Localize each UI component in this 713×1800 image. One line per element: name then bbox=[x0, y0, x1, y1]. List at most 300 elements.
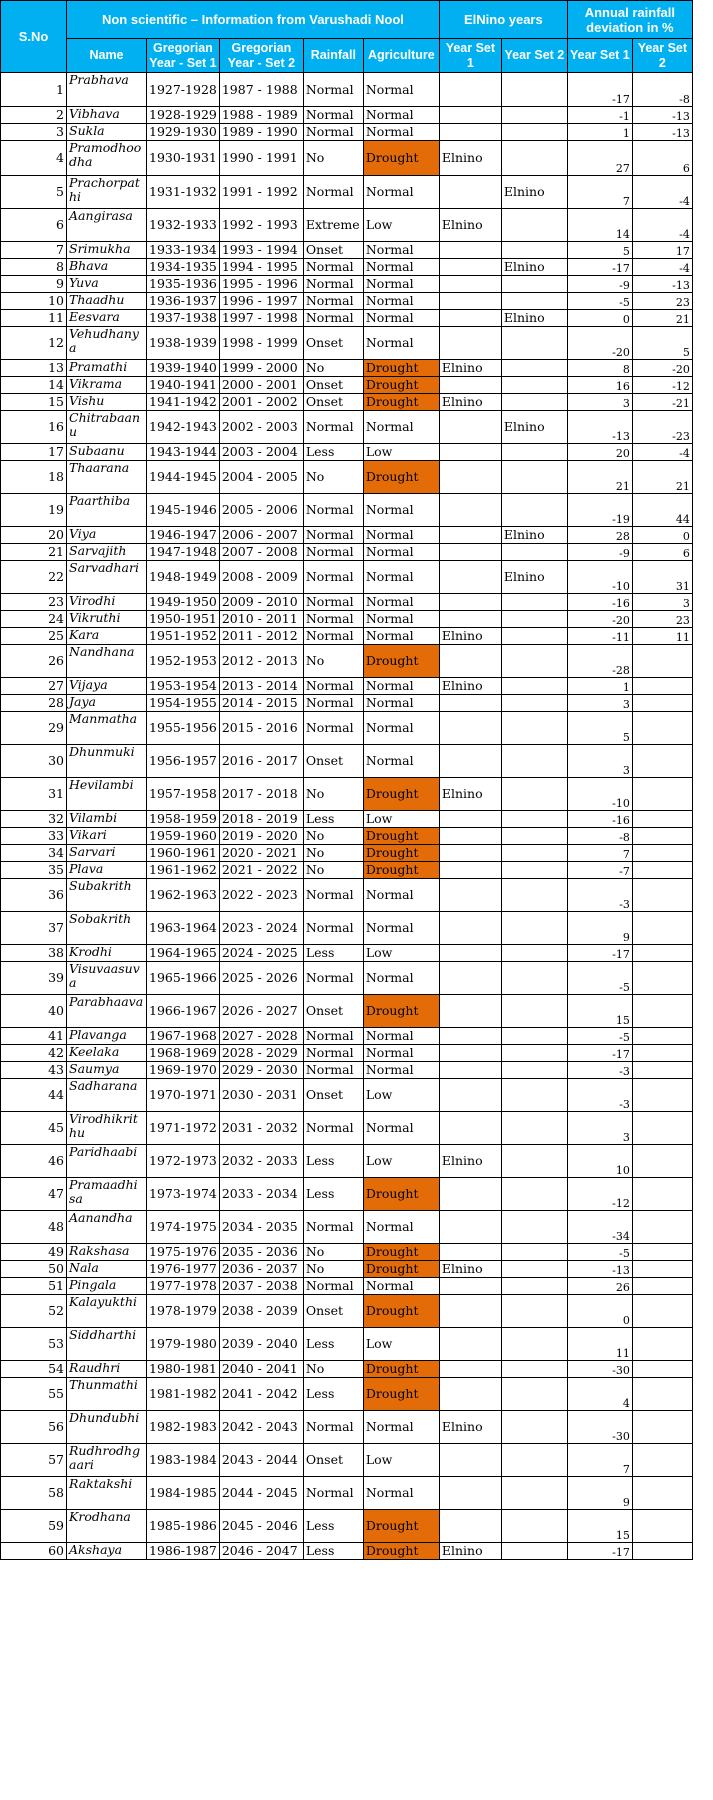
elnino-set1-cell bbox=[439, 327, 501, 360]
gregorian-set1-cell: 1964-1965 bbox=[147, 945, 220, 962]
table-row bbox=[1, 995, 693, 1028]
deviation-set2-cell bbox=[632, 778, 692, 811]
gregorian-set1-cell: 1961-1962 bbox=[147, 862, 220, 879]
deviation-set2-cell: -21 bbox=[632, 394, 692, 411]
elnino-set1-cell bbox=[439, 310, 501, 327]
gregorian-set2-cell: 2004 - 2005 bbox=[219, 461, 303, 494]
elnino-set2-cell bbox=[501, 611, 567, 628]
name-cell: Plava bbox=[67, 862, 147, 879]
agriculture-cell: Normal bbox=[363, 1411, 439, 1444]
deviation-set1-cell: -17 bbox=[567, 259, 632, 276]
elnino-set2-cell: Elnino bbox=[501, 561, 567, 594]
gregorian-set1-cell: 1973-1974 bbox=[147, 1178, 220, 1211]
gregorian-set2-cell: 2022 - 2023 bbox=[219, 879, 303, 912]
deviation-set1-cell: 9 bbox=[567, 1477, 632, 1510]
gregorian-set1-cell: 1938-1939 bbox=[147, 327, 220, 360]
rainfall-cell: Onset bbox=[303, 1295, 363, 1328]
elnino-set1-cell bbox=[439, 611, 501, 628]
sno-cell: 52 bbox=[1, 1295, 67, 1328]
elnino-set1-cell bbox=[439, 377, 501, 394]
elnino-set2-cell bbox=[501, 1145, 567, 1178]
agriculture-cell: Normal bbox=[363, 293, 439, 310]
table-row bbox=[1, 394, 693, 411]
gregorian-set1-cell: 1934-1935 bbox=[147, 259, 220, 276]
deviation-set2-cell bbox=[632, 1361, 692, 1378]
rainfall-cell: No bbox=[303, 778, 363, 811]
sno-cell: 48 bbox=[1, 1211, 67, 1244]
table-row bbox=[1, 778, 693, 811]
table-row bbox=[1, 1211, 693, 1244]
table-row bbox=[1, 912, 693, 945]
gregorian-set1-cell: 1933-1934 bbox=[147, 242, 220, 259]
deviation-set1-cell: 14 bbox=[567, 209, 632, 242]
name-cell: Yuva bbox=[67, 276, 147, 293]
gregorian-set1-cell: 1981-1982 bbox=[147, 1378, 220, 1411]
table-row bbox=[1, 327, 693, 360]
elnino-set2-cell bbox=[501, 1477, 567, 1510]
agriculture-cell: Normal bbox=[363, 1062, 439, 1079]
deviation-set2-cell bbox=[632, 1062, 692, 1079]
elnino-set1-cell bbox=[439, 1112, 501, 1145]
gregorian-set1-cell: 1953-1954 bbox=[147, 678, 220, 695]
deviation-set2-cell bbox=[632, 1295, 692, 1328]
agriculture-cell: Drought bbox=[363, 1261, 439, 1278]
rainfall-cell: Normal bbox=[303, 561, 363, 594]
sno-cell: 26 bbox=[1, 645, 67, 678]
gregorian-set2-cell: 2045 - 2046 bbox=[219, 1510, 303, 1543]
elnino-set2-cell bbox=[501, 811, 567, 828]
rainfall-cell: Normal bbox=[303, 527, 363, 544]
elnino-set1-cell bbox=[439, 1045, 501, 1062]
table-row bbox=[1, 1261, 693, 1278]
sno-cell: 57 bbox=[1, 1444, 67, 1477]
gregorian-set2-cell: 2023 - 2024 bbox=[219, 912, 303, 945]
gregorian-set1-cell: 1942-1943 bbox=[147, 411, 220, 444]
elnino-set1-cell bbox=[439, 494, 501, 527]
deviation-set2-cell: 11 bbox=[632, 628, 692, 645]
elnino-set2-cell bbox=[501, 1028, 567, 1045]
deviation-set2-cell: 0 bbox=[632, 527, 692, 544]
gregorian-set1-cell: 1943-1944 bbox=[147, 444, 220, 461]
deviation-set1-cell: 7 bbox=[567, 176, 632, 209]
name-cell: Aanandha bbox=[67, 1211, 147, 1244]
sno-cell: 45 bbox=[1, 1112, 67, 1145]
gregorian-set1-cell: 1928-1929 bbox=[147, 107, 220, 124]
elnino-set2-cell bbox=[501, 1510, 567, 1543]
deviation-set2-cell bbox=[632, 811, 692, 828]
deviation-set1-cell: -1 bbox=[567, 107, 632, 124]
name-cell: Subaanu bbox=[67, 444, 147, 461]
gregorian-set1-cell: 1971-1972 bbox=[147, 1112, 220, 1145]
gregorian-set2-cell: 2040 - 2041 bbox=[219, 1361, 303, 1378]
gregorian-set1-cell: 1978-1979 bbox=[147, 1295, 220, 1328]
name-cell: Vikari bbox=[67, 828, 147, 845]
elnino-set1-cell bbox=[439, 444, 501, 461]
elnino-set2-cell bbox=[501, 594, 567, 611]
sno-cell: 5 bbox=[1, 176, 67, 209]
name-cell: Rakshasa bbox=[67, 1244, 147, 1261]
rainfall-cell: Normal bbox=[303, 1278, 363, 1295]
deviation-set2-cell bbox=[632, 1543, 692, 1560]
table-row bbox=[1, 1444, 693, 1477]
gregorian-set1-cell: 1979-1980 bbox=[147, 1328, 220, 1361]
name-cell: Dhunmuki bbox=[67, 745, 147, 778]
rainfall-cell: Less bbox=[303, 811, 363, 828]
table-row bbox=[1, 1510, 693, 1543]
sno-cell: 8 bbox=[1, 259, 67, 276]
rainfall-cell: Normal bbox=[303, 1211, 363, 1244]
deviation-set1-cell: 10 bbox=[567, 1145, 632, 1178]
elnino-set1-cell bbox=[439, 259, 501, 276]
gregorian-set2-cell: 2046 - 2047 bbox=[219, 1543, 303, 1560]
agriculture-cell: Drought bbox=[363, 1244, 439, 1261]
gregorian-set2-cell: 1996 - 1997 bbox=[219, 293, 303, 310]
gregorian-set2-cell: 2017 - 2018 bbox=[219, 778, 303, 811]
deviation-set2-cell: 23 bbox=[632, 611, 692, 628]
deviation-set1-cell: 15 bbox=[567, 1510, 632, 1543]
table-row bbox=[1, 527, 693, 544]
sno-cell: 49 bbox=[1, 1244, 67, 1261]
sno-cell: 46 bbox=[1, 1145, 67, 1178]
table-row bbox=[1, 411, 693, 444]
deviation-set2-cell bbox=[632, 1145, 692, 1178]
elnino-set1-cell bbox=[439, 645, 501, 678]
agriculture-cell: Drought bbox=[363, 1378, 439, 1411]
elnino-set2-cell bbox=[501, 845, 567, 862]
name-cell: Vibhava bbox=[67, 107, 147, 124]
table-row bbox=[1, 176, 693, 209]
gregorian-set2-cell: 1995 - 1996 bbox=[219, 276, 303, 293]
deviation-set2-cell bbox=[632, 1112, 692, 1145]
deviation-set2-cell: -4 bbox=[632, 176, 692, 209]
gregorian-set2-cell: 1989 - 1990 bbox=[219, 124, 303, 141]
elnino-set1-cell bbox=[439, 1079, 501, 1112]
table-row bbox=[1, 1295, 693, 1328]
elnino-set1-cell bbox=[439, 811, 501, 828]
gregorian-set2-cell: 1992 - 1993 bbox=[219, 209, 303, 242]
sno-cell: 38 bbox=[1, 945, 67, 962]
deviation-set2-cell bbox=[632, 1244, 692, 1261]
deviation-set2-cell bbox=[632, 1261, 692, 1278]
table-row bbox=[1, 645, 693, 678]
elnino-set1-cell bbox=[439, 1244, 501, 1261]
table-row bbox=[1, 259, 693, 276]
deviation-set1-cell: 7 bbox=[567, 845, 632, 862]
table-row bbox=[1, 678, 693, 695]
elnino-set1-cell: Elnino bbox=[439, 209, 501, 242]
deviation-set1-cell: 0 bbox=[567, 1295, 632, 1328]
deviation-set1-cell: -9 bbox=[567, 544, 632, 561]
deviation-set1-cell: -3 bbox=[567, 879, 632, 912]
agriculture-cell: Normal bbox=[363, 1477, 439, 1510]
agriculture-cell: Drought bbox=[363, 845, 439, 862]
rainfall-cell: No bbox=[303, 845, 363, 862]
sno-cell: 18 bbox=[1, 461, 67, 494]
name-cell: Thunmathi bbox=[67, 1378, 147, 1411]
gregorian-set2-cell: 2037 - 2038 bbox=[219, 1278, 303, 1295]
gregorian-set2-cell: 2024 - 2025 bbox=[219, 945, 303, 962]
name-cell: Sadharana bbox=[67, 1079, 147, 1112]
deviation-set1-cell: -28 bbox=[567, 645, 632, 678]
elnino-set2-cell bbox=[501, 912, 567, 945]
gregorian-set2-cell: 2026 - 2027 bbox=[219, 995, 303, 1028]
gregorian-set2-cell: 2032 - 2033 bbox=[219, 1145, 303, 1178]
elnino-set2-cell: Elnino bbox=[501, 411, 567, 444]
sno-cell: 23 bbox=[1, 594, 67, 611]
elnino-set1-cell bbox=[439, 276, 501, 293]
rainfall-cell: No bbox=[303, 645, 363, 678]
elnino-set2-cell bbox=[501, 1062, 567, 1079]
elnino-set2-cell bbox=[501, 394, 567, 411]
agriculture-cell: Low bbox=[363, 1444, 439, 1477]
agriculture-cell: Drought bbox=[363, 645, 439, 678]
elnino-set1-cell bbox=[439, 544, 501, 561]
rainfall-cell: No bbox=[303, 828, 363, 845]
agriculture-cell: Drought bbox=[363, 141, 439, 176]
elnino-set1-cell bbox=[439, 1028, 501, 1045]
gregorian-set1-cell: 1983-1984 bbox=[147, 1444, 220, 1477]
deviation-set1-cell: -17 bbox=[567, 1543, 632, 1560]
deviation-set1-cell: -5 bbox=[567, 1244, 632, 1261]
gregorian-set2-cell: 1988 - 1989 bbox=[219, 107, 303, 124]
deviation-set2-cell bbox=[632, 1510, 692, 1543]
deviation-set1-cell: 15 bbox=[567, 995, 632, 1028]
gregorian-set1-cell: 1974-1975 bbox=[147, 1211, 220, 1244]
deviation-set1-cell: -10 bbox=[567, 561, 632, 594]
agriculture-cell: Normal bbox=[363, 527, 439, 544]
deviation-set2-cell bbox=[632, 1477, 692, 1510]
gregorian-set2-cell: 2020 - 2021 bbox=[219, 845, 303, 862]
table-row bbox=[1, 461, 693, 494]
sno-cell: 21 bbox=[1, 544, 67, 561]
agriculture-cell: Drought bbox=[363, 1510, 439, 1543]
gregorian-set1-cell: 1982-1983 bbox=[147, 1411, 220, 1444]
gregorian-set1-cell: 1977-1978 bbox=[147, 1278, 220, 1295]
rainfall-cell: No bbox=[303, 141, 363, 176]
sno-cell: 36 bbox=[1, 879, 67, 912]
table-row bbox=[1, 544, 693, 561]
agriculture-cell: Drought bbox=[363, 394, 439, 411]
sno-cell: 22 bbox=[1, 561, 67, 594]
deviation-set2-cell bbox=[632, 1178, 692, 1211]
gregorian-set1-cell: 1976-1977 bbox=[147, 1261, 220, 1278]
elnino-set2-cell bbox=[501, 73, 567, 107]
deviation-set1-cell: -16 bbox=[567, 811, 632, 828]
elnino-set2-cell bbox=[501, 879, 567, 912]
deviation-set2-cell: 6 bbox=[632, 544, 692, 561]
table-row bbox=[1, 1079, 693, 1112]
sno-cell: 27 bbox=[1, 678, 67, 695]
table-row bbox=[1, 879, 693, 912]
name-cell: Aangirasa bbox=[67, 209, 147, 242]
elnino-set1-cell: Elnino bbox=[439, 1145, 501, 1178]
name-cell: Paarthiba bbox=[67, 494, 147, 527]
agriculture-cell: Normal bbox=[363, 695, 439, 712]
elnino-set1-cell bbox=[439, 242, 501, 259]
deviation-set2-cell bbox=[632, 678, 692, 695]
deviation-set2-cell bbox=[632, 995, 692, 1028]
name-cell: Bhava bbox=[67, 259, 147, 276]
agriculture-cell: Normal bbox=[363, 1112, 439, 1145]
agriculture-cell: Normal bbox=[363, 611, 439, 628]
deviation-set1-cell: 27 bbox=[567, 141, 632, 176]
elnino-set1-cell bbox=[439, 862, 501, 879]
agriculture-cell: Drought bbox=[363, 377, 439, 394]
table-row bbox=[1, 1045, 693, 1062]
sno-cell: 25 bbox=[1, 628, 67, 645]
agriculture-cell: Drought bbox=[363, 1543, 439, 1560]
gregorian-set2-cell: 2003 - 2004 bbox=[219, 444, 303, 461]
elnino-group-header: ElNino years bbox=[439, 1, 567, 39]
deviation-set2-cell: 17 bbox=[632, 242, 692, 259]
table-row bbox=[1, 828, 693, 845]
gregorian-set1-cell: 1944-1945 bbox=[147, 461, 220, 494]
table-row bbox=[1, 862, 693, 879]
elnino-set2-cell bbox=[501, 1543, 567, 1560]
rainfall-cell: Extreme bbox=[303, 209, 363, 242]
rainfall-cell: Normal bbox=[303, 879, 363, 912]
sno-cell: 60 bbox=[1, 1543, 67, 1560]
gregorian-set2-cell: 2011 - 2012 bbox=[219, 628, 303, 645]
elnino-set1-cell bbox=[439, 1444, 501, 1477]
deviation-set1-cell: 3 bbox=[567, 695, 632, 712]
name-cell: Vikruthi bbox=[67, 611, 147, 628]
deviation-set1-cell: 11 bbox=[567, 1328, 632, 1361]
sno-cell: 41 bbox=[1, 1028, 67, 1045]
deviation-set2-cell bbox=[632, 712, 692, 745]
sno-cell: 33 bbox=[1, 828, 67, 845]
rainfall-cell: Onset bbox=[303, 242, 363, 259]
agriculture-cell: Low bbox=[363, 811, 439, 828]
gregorian-set1-cell: 1930-1931 bbox=[147, 141, 220, 176]
agriculture-cell: Low bbox=[363, 209, 439, 242]
rainfall-cell: Normal bbox=[303, 912, 363, 945]
sno-cell: 6 bbox=[1, 209, 67, 242]
elnino-set1-cell bbox=[439, 107, 501, 124]
elnino-set2-cell bbox=[501, 1112, 567, 1145]
deviation-set1-cell: -7 bbox=[567, 862, 632, 879]
elnino-set2-cell bbox=[501, 377, 567, 394]
gregorian-set2-cell: 2014 - 2015 bbox=[219, 695, 303, 712]
elnino-set2-cell bbox=[501, 107, 567, 124]
deviation-set1-cell: -20 bbox=[567, 611, 632, 628]
name-cell: Thaarana bbox=[67, 461, 147, 494]
gregorian-set2-cell: 2042 - 2043 bbox=[219, 1411, 303, 1444]
table-row bbox=[1, 1477, 693, 1510]
table-body bbox=[1, 73, 693, 1560]
deviation-set2-cell: -23 bbox=[632, 411, 692, 444]
gregorian-set2-cell: 1990 - 1991 bbox=[219, 141, 303, 176]
gregorian-set1-cell: 1937-1938 bbox=[147, 310, 220, 327]
rainfall-cell: Normal bbox=[303, 293, 363, 310]
gregorian-set1-cell: 1950-1951 bbox=[147, 611, 220, 628]
elnino-set2-cell bbox=[501, 1244, 567, 1261]
agriculture-header: Agriculture bbox=[363, 39, 439, 73]
deviation-set2-cell bbox=[632, 945, 692, 962]
table-row bbox=[1, 695, 693, 712]
deviation-set1-cell: -3 bbox=[567, 1079, 632, 1112]
deviation-set2-cell bbox=[632, 1444, 692, 1477]
name-header: Name bbox=[67, 39, 147, 73]
table-row bbox=[1, 494, 693, 527]
gregorian-set1-cell: 1952-1953 bbox=[147, 645, 220, 678]
rainfall-cell: No bbox=[303, 360, 363, 377]
gregorian-set2-cell: 2028 - 2029 bbox=[219, 1045, 303, 1062]
elnino-set2-cell bbox=[501, 360, 567, 377]
name-cell: Viya bbox=[67, 527, 147, 544]
rainfall-cell: Less bbox=[303, 1145, 363, 1178]
deviation-set1-header: Year Set 1 bbox=[567, 39, 632, 73]
elnino-set2-cell bbox=[501, 494, 567, 527]
deviation-set2-cell bbox=[632, 1211, 692, 1244]
rainfall-cell: Onset bbox=[303, 1444, 363, 1477]
elnino-set2-cell bbox=[501, 124, 567, 141]
rainfall-cell: Normal bbox=[303, 107, 363, 124]
agriculture-cell: Normal bbox=[363, 628, 439, 645]
table-row bbox=[1, 745, 693, 778]
sno-cell: 56 bbox=[1, 1411, 67, 1444]
name-cell: Kara bbox=[67, 628, 147, 645]
deviation-set1-cell: 3 bbox=[567, 394, 632, 411]
elnino-set2-cell bbox=[501, 945, 567, 962]
table-row bbox=[1, 107, 693, 124]
name-cell: Pingala bbox=[67, 1278, 147, 1295]
gregorian-set2-cell: 2015 - 2016 bbox=[219, 712, 303, 745]
name-cell: Raudhri bbox=[67, 1361, 147, 1378]
gregorian-set2-cell: 2016 - 2017 bbox=[219, 745, 303, 778]
sno-cell: 35 bbox=[1, 862, 67, 879]
agriculture-cell: Low bbox=[363, 945, 439, 962]
rainfall-cell: Normal bbox=[303, 310, 363, 327]
sno-cell: 12 bbox=[1, 327, 67, 360]
name-cell: Vikrama bbox=[67, 377, 147, 394]
gregorian-set2-cell: 1999 - 2000 bbox=[219, 360, 303, 377]
elnino-set2-cell bbox=[501, 695, 567, 712]
gregorian-set1-cell: 1940-1941 bbox=[147, 377, 220, 394]
elnino-set2-cell bbox=[501, 1045, 567, 1062]
elnino-set1-cell: Elnino bbox=[439, 394, 501, 411]
name-cell: Akshaya bbox=[67, 1543, 147, 1560]
rainfall-cell: Less bbox=[303, 1328, 363, 1361]
gregorian-set2-cell: 2030 - 2031 bbox=[219, 1079, 303, 1112]
agriculture-cell: Normal bbox=[363, 176, 439, 209]
deviation-set2-cell: 21 bbox=[632, 310, 692, 327]
gregorian-set1-cell: 1975-1976 bbox=[147, 1244, 220, 1261]
elnino-set2-cell bbox=[501, 1378, 567, 1411]
sno-cell: 11 bbox=[1, 310, 67, 327]
deviation-set2-cell: 6 bbox=[632, 141, 692, 176]
table-row bbox=[1, 276, 693, 293]
name-cell: Visuvaasuva bbox=[67, 962, 147, 995]
name-cell: Manmatha bbox=[67, 712, 147, 745]
deviation-set1-cell: 1 bbox=[567, 124, 632, 141]
gregorian-set2-cell: 2008 - 2009 bbox=[219, 561, 303, 594]
elnino-set2-cell bbox=[501, 745, 567, 778]
agriculture-cell: Normal bbox=[363, 1045, 439, 1062]
name-cell: Kalayukthi bbox=[67, 1295, 147, 1328]
rainfall-cell: Onset bbox=[303, 377, 363, 394]
rainfall-cell: Normal bbox=[303, 494, 363, 527]
deviation-set1-cell: -8 bbox=[567, 828, 632, 845]
rainfall-cell: Normal bbox=[303, 411, 363, 444]
deviation-set2-cell bbox=[632, 912, 692, 945]
rainfall-cell: Onset bbox=[303, 745, 363, 778]
gregorian-set1-cell: 1962-1963 bbox=[147, 879, 220, 912]
name-cell: Eesvara bbox=[67, 310, 147, 327]
deviation-set1-cell: -5 bbox=[567, 962, 632, 995]
deviation-set1-cell: 8 bbox=[567, 360, 632, 377]
gregorian-set2-cell: 2034 - 2035 bbox=[219, 1211, 303, 1244]
